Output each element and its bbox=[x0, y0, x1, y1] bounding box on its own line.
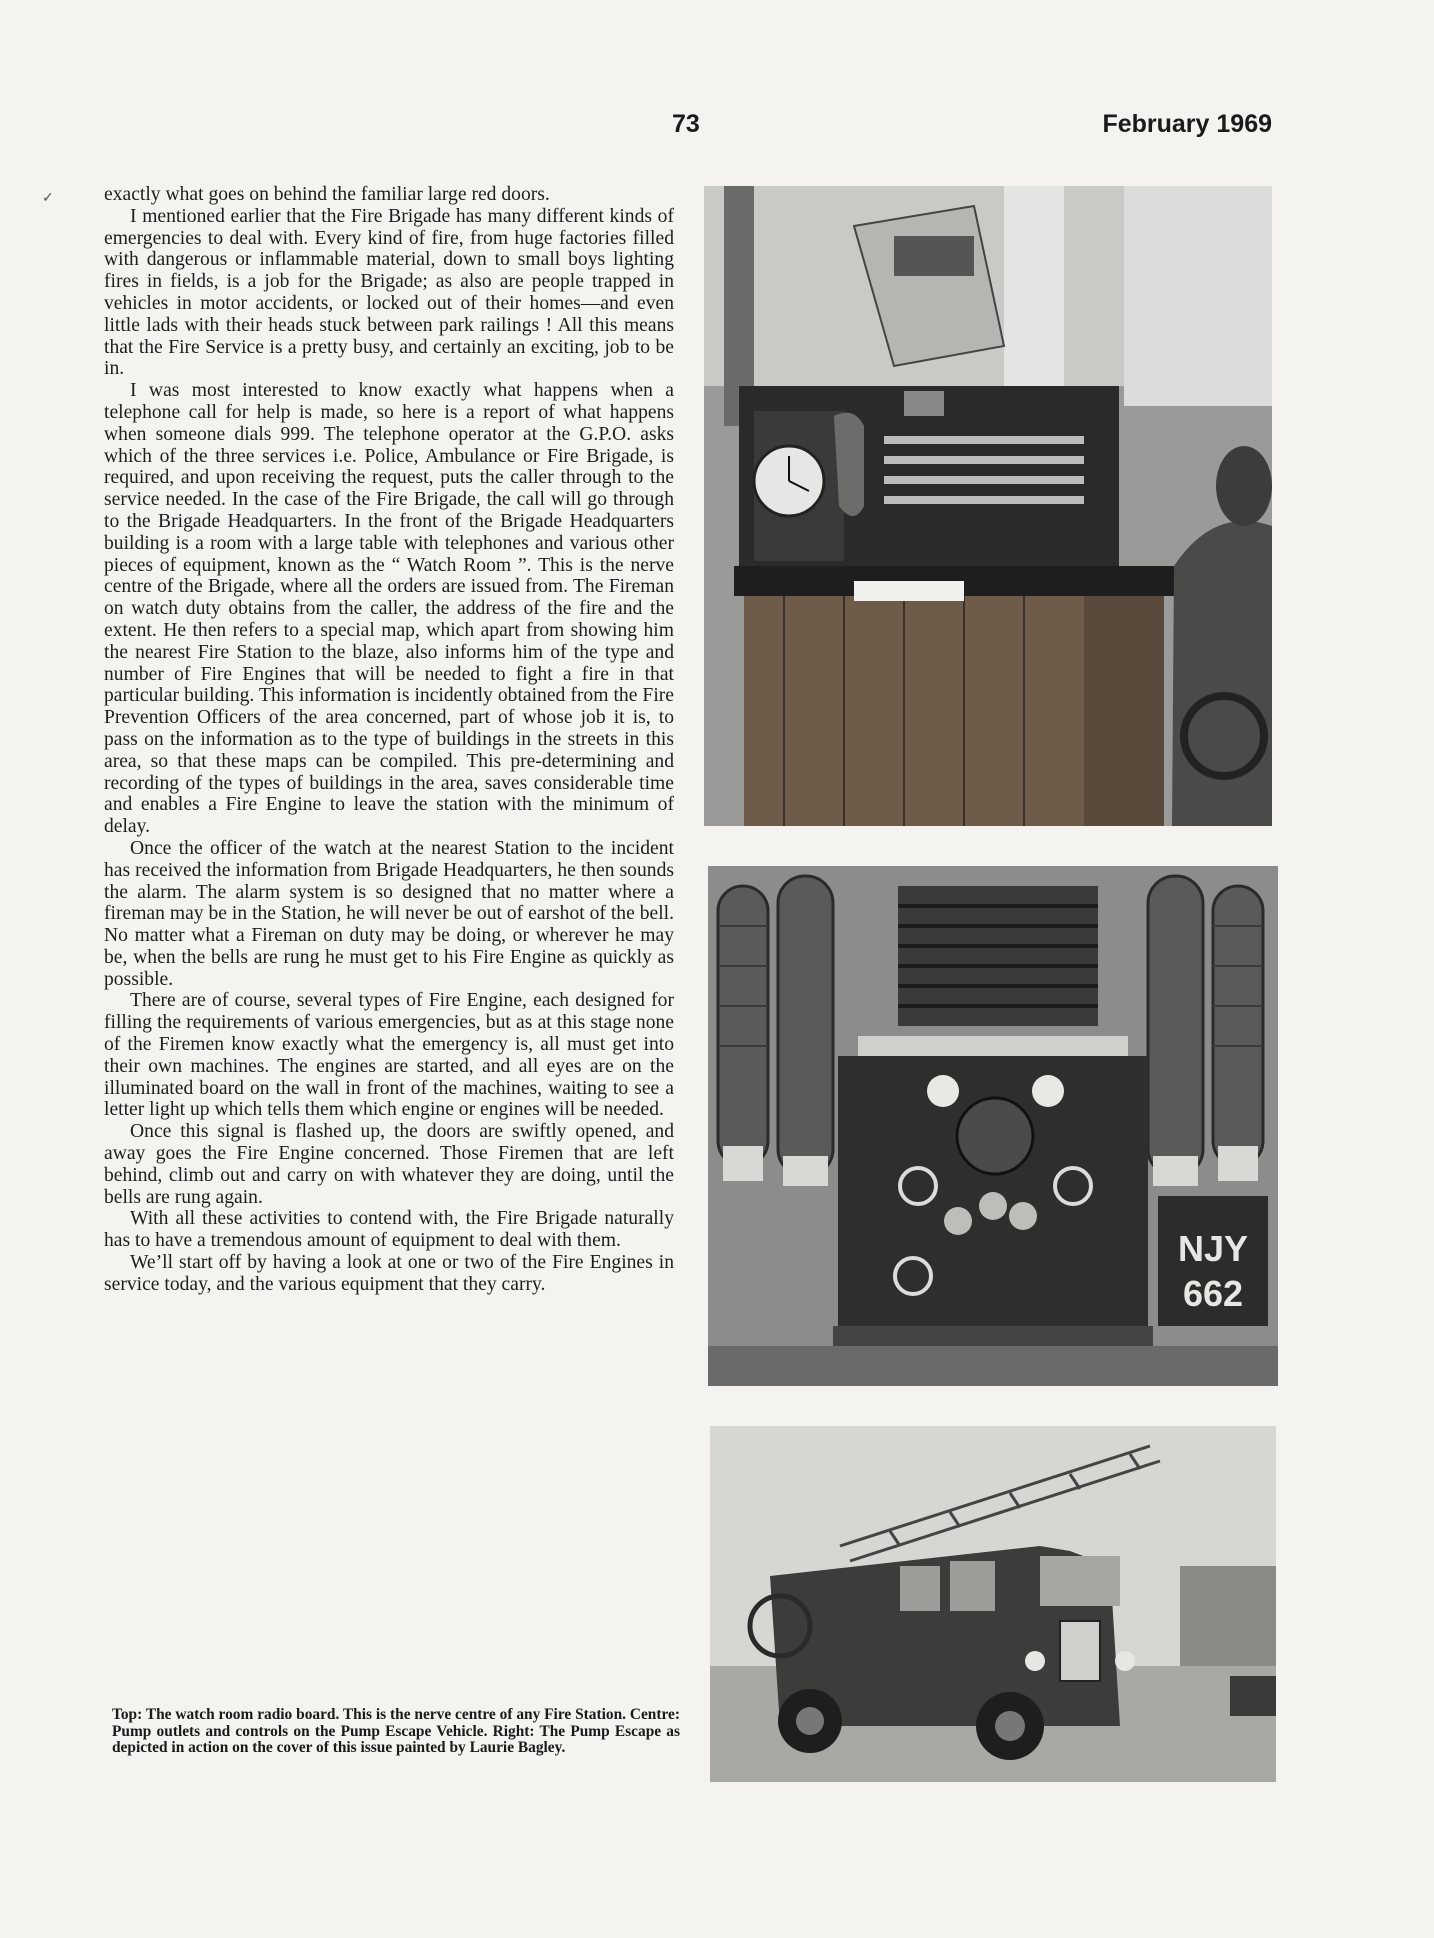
pump-controls-illustration bbox=[708, 866, 1278, 1386]
article-paragraph: I was most interested to know exactly what happens when a telephone call for help is made, so here is a report of what happens when someone dials 999. The telephone operator at the G.P.O. asks which of the three services i.e. Police, Ambulance or Fire Brigade, is required, and upon receiving the request, puts the caller through to the service needed. In the case of the Fire Brigade, the call will go through to the Brigade Headquarters. In the front of the Brigade Headquarters building is a room with a large table with telephones and various other pieces of equipment, known as the “ Watch Room ”. This is the nerve centre of the Brigade, where all the orders are issued from. The Fireman on watch duty obtains from the caller, the address of the fire and the extent. He then refers to a special map, which apart from showing him the nearest Fire Station to the blaze, also informs him of the type and number of Fire Engines that will be needed to fight a fire in that particular building. This information is incidently obtained from the Fire Prevention Officers of the area concerned, part of whose job it is, to pass on the information as to the type of buildings in the streets in this area, so that these maps can be compiled. This pre-determining and recording of the types of buildings in the area, saves considerable time and enables a Fire Engine to leave the station with the minimum of delay. bbox=[104, 380, 674, 838]
pump-escape-illustration bbox=[710, 1426, 1276, 1782]
license-plate-line1: NJY bbox=[1177, 1228, 1249, 1269]
margin-mark: ✓ bbox=[42, 191, 54, 206]
article-paragraph: There are of course, several types of Fire Engine, each designed for filling the requirements of various emergencies, but as at this stage none of the Firemen know exactly what the emergency is, all must get into their own machines. The engines are started, and all eyes are on the illuminated board on the wall in front of the machines, waiting to see a letter light up which tells them which engine or engines will be needed. bbox=[104, 990, 674, 1121]
photo-caption: Top: The watch room radio board. This is the nerve centre of any Fire Station. Centre: Pump outlets and controls on the Pump Escape Vehicle. Right: The Pump Escape as depicted in action on the cover of this issue painted by Laurie Bagley. bbox=[112, 1706, 680, 1757]
watch-room-photo bbox=[704, 186, 1272, 826]
article-paragraph: I mentioned earlier that the Fire Brigade has many different kinds of emergencies to deal with. Every kind of fire, from huge factories filled with dangerous or inflammable material, down to small boys lighting fires in fields, is a job for the Brigade; as also are people trapped in vehicles in motor accidents, or locked out of their homes—and even little lads with their heads stuck between park railings ! All this means that the Fire Service is a pretty busy, and certainly an exciting, job to be in. bbox=[104, 205, 674, 380]
article-body bbox=[104, 184, 674, 1296]
article-paragraph: Once the officer of the watch at the nearest Station to the incident has received the information from Brigade Headquarters, he then sounds the alarm. The alarm system is so designed that no matter where a fireman may be in the Station, he will never be out of earshot of the bell. No matter what a Fireman on duty may be doing, or wherever he may be, when the bells are rung he must get to his Fire Engine as quickly as possible. bbox=[104, 837, 674, 990]
pump-controls-photo bbox=[708, 866, 1278, 1386]
issue-date: February 1969 bbox=[1102, 110, 1272, 138]
article-paragraph: With all these activities to contend with, the Fire Brigade naturally has to have a tremendous amount of equipment to deal with them. bbox=[104, 1208, 674, 1252]
pump-escape-photo bbox=[710, 1426, 1276, 1782]
watch-room-illustration bbox=[704, 186, 1272, 826]
article-paragraph: exactly what goes on behind the familiar large red doors. bbox=[104, 184, 550, 205]
article-paragraph: We’ll start off by having a look at one or two of the Fire Engines in service today, and the various equipment that they carry. bbox=[104, 1252, 674, 1295]
page-number: 73 bbox=[672, 110, 700, 138]
article-paragraph: Once this signal is flashed up, the doors are swiftly opened, and away goes the Fire Engine concerned. Those Firemen that are left behind, climb out and carry on with whatever they are doing, until the bells are rung again. bbox=[104, 1121, 674, 1208]
license-plate-line2: 662 bbox=[1182, 1273, 1244, 1314]
